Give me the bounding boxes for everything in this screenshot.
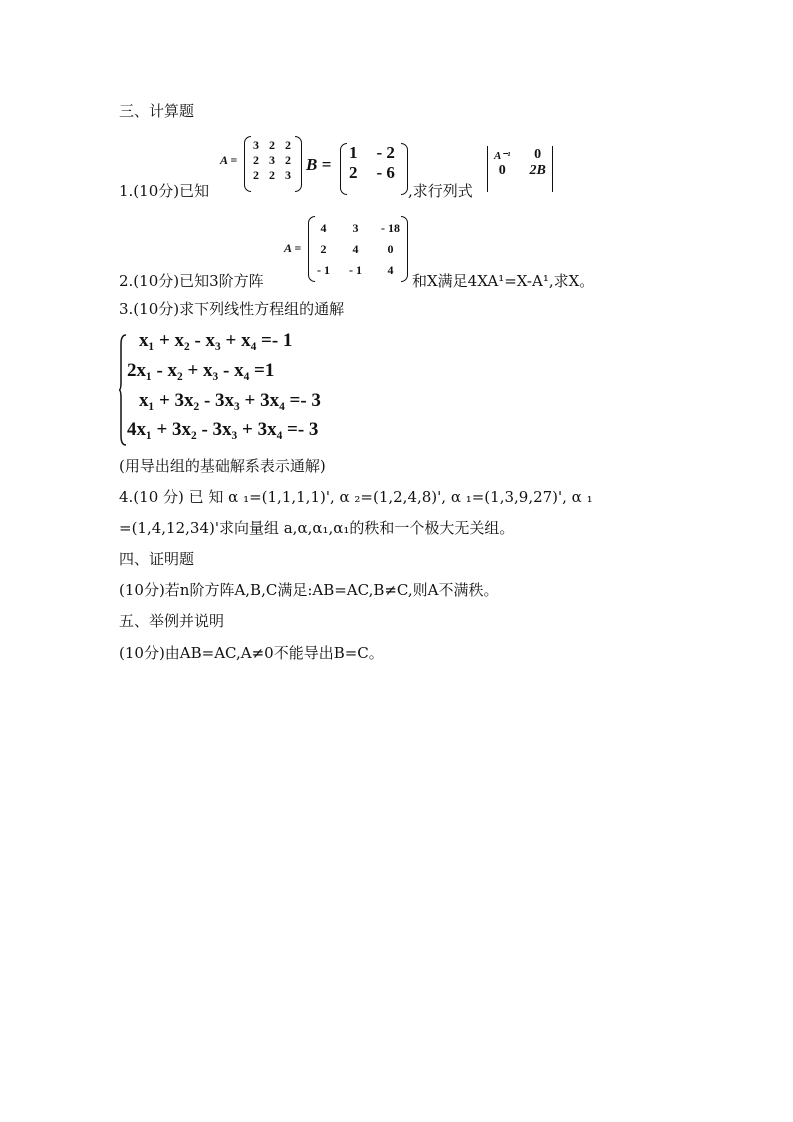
section-heading-example: 五、举例并说明 — [119, 612, 225, 630]
q1-A-cell: 3 — [253, 138, 259, 152]
q2-A-cell: 4 — [320, 221, 327, 235]
q1-A-cell: 2 — [269, 138, 275, 152]
q2-A-cell: 4 — [352, 242, 359, 256]
q1-matrix-B — [340, 143, 408, 195]
q1-determinant — [487, 146, 553, 192]
q1-B-cell: 2 — [349, 163, 358, 182]
q2-matrix-A — [308, 216, 408, 282]
q1-A-cell: 3 — [269, 153, 275, 167]
q1-A-cell: 2 — [285, 138, 291, 152]
q1-A-cell: 2 — [285, 153, 291, 167]
q1-A-label: A = — [220, 153, 238, 167]
section-heading-proof: 四、证明题 — [119, 550, 195, 568]
q4-line2: =(1,4,12,34)'求向量组 a,α,α₁,α₁的秩和一个极大无关组。 — [119, 519, 515, 537]
q2-suffix: 和X满足4XA¹=X-A¹,求X。 — [412, 272, 595, 290]
q2-A-cell: 3 — [352, 221, 359, 235]
q2-prefix: 2.(10分)已知3阶方阵 — [119, 272, 264, 290]
q2-A-cell: - 1 — [349, 263, 362, 277]
q1-matrix-A — [244, 136, 302, 192]
q4-line1: 4.(10 分) 已 知 α ₁=(1,1,1,1)', α ₂=(1,2,4,8)', α ₁=(1,3,9,27)', α ₁ — [119, 488, 593, 506]
q1-B-cell: 1 — [349, 143, 358, 162]
q1-D-cell: A⁻¹ — [494, 149, 511, 162]
q1-B-cell: - 6 — [376, 163, 395, 182]
q2-A-label: A = — [284, 241, 302, 255]
q1-A-cell: 2 — [253, 168, 259, 182]
q1-A-cell: 2 — [253, 153, 259, 167]
section-heading-calc: 三、计算题 — [119, 102, 195, 120]
q2-A-cell: 4 — [387, 263, 394, 277]
left-brace-icon — [119, 334, 127, 446]
q1-D-cell: 0 — [498, 163, 506, 178]
q2-A-cell: - 1 — [317, 263, 330, 277]
q1-B-label: B = — [306, 155, 332, 174]
q2-A-cell: 0 — [387, 242, 394, 256]
q3-eq2: 2x₁ - x₂ + x₃ - x₄ =1 — [127, 360, 275, 381]
q6-text: (10分)由AB=AC,A≠0不能导出B=C。 — [119, 644, 384, 662]
q5-text: (10分)若n阶方阵A,B,C满足:AB=AC,B≠C,则A不满秩。 — [119, 581, 499, 599]
q3-note: (用导出组的基础解系表示通解) — [119, 457, 326, 475]
q1-B-cell: - 2 — [376, 143, 395, 162]
q3-text: 3.(10分)求下列线性方程组的通解 — [119, 300, 345, 318]
q1-D-cell: 0 — [534, 147, 542, 162]
q2-A-cell: 2 — [320, 242, 327, 256]
q2-A-cell: - 18 — [381, 221, 400, 235]
q3-eq4: 4x₁ + 3x₂ - 3x₃ + 3x₄ =- 3 — [127, 419, 319, 440]
q1-A-cell: 3 — [285, 168, 291, 182]
q1-D-cell: 2B — [529, 163, 546, 178]
q3-eq3: x₁ + 3x₂ - 3x₃ + 3x₄ =- 3 — [139, 390, 321, 411]
q3-eq1: x₁ + x₂ - x₃ + x₄ =- 1 — [139, 330, 293, 351]
q1-A-cell: 2 — [269, 168, 275, 182]
q1-suffix: ,求行列式 — [408, 182, 473, 200]
q1-prefix: 1.(10分)已知 — [119, 182, 210, 200]
